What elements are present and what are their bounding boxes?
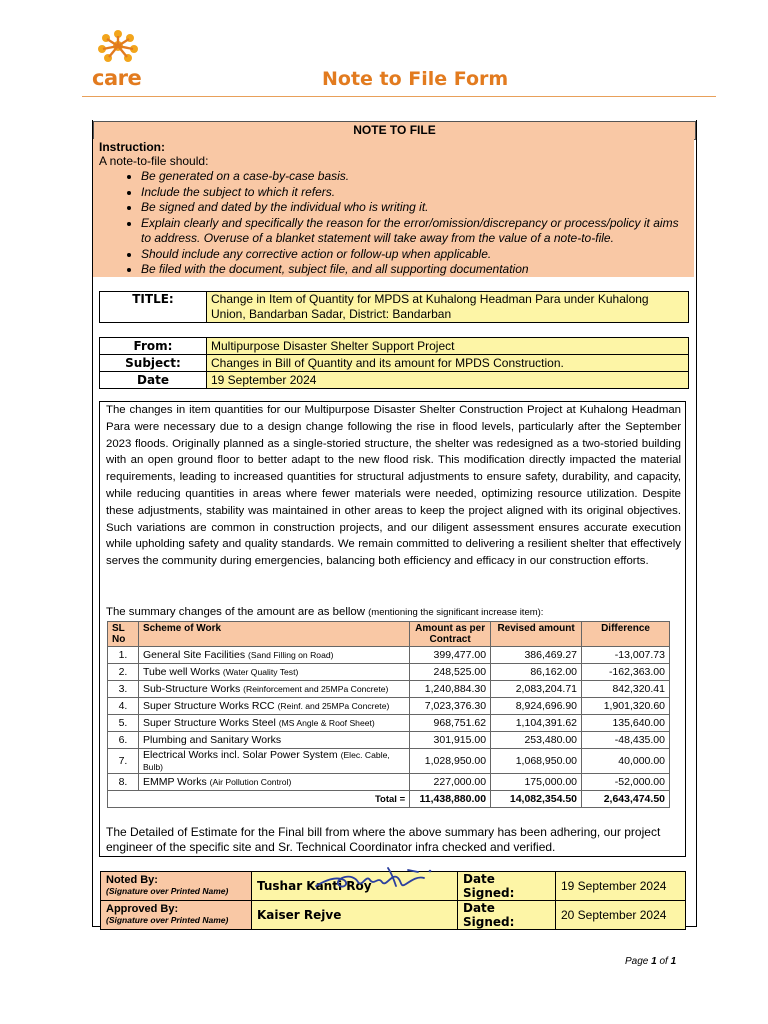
row-scheme-note: (Reinf. and 25MPa Concrete) (277, 701, 390, 711)
approved-by-sublabel: (Signature over Printed Name) (106, 915, 229, 925)
row-scheme-note: (Elec. Cable, Bulb) (142, 750, 390, 772)
table-row (108, 715, 670, 732)
row-scheme-note: (Water Quality Test) (222, 667, 299, 677)
row-difference: 40,000.00 (582, 749, 670, 774)
title-value: Change in Item of Quantity for MPDS at Kuhalong Headman Para under Kuhalong Union, Bandarban Sadar, District: Bandarban (207, 292, 689, 323)
row-scheme-name: Sub-Structure Works (142, 683, 241, 695)
meta-table (99, 337, 689, 389)
approved-by-label: Approved By: (106, 903, 179, 915)
row-revised: 1,068,950.00 (491, 749, 582, 774)
row-scheme-name: Electrical Works incl. Solar Power System (142, 749, 338, 761)
title-table (99, 291, 689, 323)
table-row (108, 698, 670, 715)
row-scheme-note: (Air Pollution Control) (209, 777, 292, 787)
handwritten-signature-icon (308, 862, 438, 896)
instruction-bullet: • Include the subject to which it refers. (141, 185, 688, 201)
from-label: From: (100, 338, 207, 355)
row-scheme (138, 732, 409, 749)
row-scheme-note: (Reinforcement and 25MPa Concrete) (243, 684, 389, 694)
row-sl: 6. (108, 732, 139, 749)
page-total: 1 (670, 956, 677, 967)
instruction-bullet: • Be signed and dated by the individual who is writing it. (141, 200, 688, 216)
date-value: 19 September 2024 (207, 372, 689, 389)
page-of: of (659, 956, 668, 967)
row-scheme (138, 749, 409, 774)
instruction-title: Instruction: (99, 140, 165, 154)
row-contract: 248,525.00 (410, 664, 491, 681)
row-revised: 175,000.00 (491, 774, 582, 791)
col-revised-amount: Revised amount (491, 622, 582, 647)
row-contract: 1,028,950.00 (410, 749, 491, 774)
amount-table-header (108, 622, 670, 647)
noted-by-sublabel: (Signature over Printed Name) (106, 886, 229, 896)
row-revised: 1,104,391.62 (491, 715, 582, 732)
instruction-bullet: • Should include any corrective action or follow-up when applicable. (141, 247, 688, 263)
care-logo-text: care (92, 66, 142, 90)
noted-date-label: Date Signed: (458, 872, 556, 901)
approved-by-name: Kaiser Rejve (252, 901, 458, 930)
row-difference: -52,000.00 (582, 774, 670, 791)
row-scheme (138, 774, 409, 791)
row-scheme (138, 698, 409, 715)
row-scheme-name: Super Structure Works RCC (142, 700, 275, 712)
row-scheme-note: (Sand Filling on Road) (248, 650, 334, 660)
instruction-list (99, 169, 688, 278)
subject-value: Changes in Bill of Quantity and its amount for MPDS Construction. (207, 355, 689, 372)
title-label: TITLE: (100, 292, 207, 323)
row-contract: 227,000.00 (410, 774, 491, 791)
approved-by-cell (101, 901, 252, 930)
row-difference: -48,435.00 (582, 732, 670, 749)
row-scheme (138, 681, 409, 698)
form-title: Note to File Form (322, 68, 509, 90)
summary-intro (106, 606, 543, 618)
instruction-bullet: • Be generated on a case-by-case basis. (141, 169, 688, 185)
instruction-block (93, 139, 694, 277)
table-row (108, 681, 670, 698)
header-divider (82, 96, 716, 97)
row-revised: 386,469.27 (491, 647, 582, 664)
total-label: Total = (108, 791, 410, 808)
from-value: Multipurpose Disaster Shelter Support Project (207, 338, 689, 355)
row-sl: 3. (108, 681, 139, 698)
row-sl: 1. (108, 647, 139, 664)
table-row (108, 732, 670, 749)
total-contract: 11,438,880.00 (410, 791, 491, 808)
amount-table-body (108, 647, 670, 791)
row-sl: 7. (108, 749, 139, 774)
row-scheme-name: Super Structure Works Steel (142, 717, 276, 729)
row-scheme (138, 664, 409, 681)
row-contract: 1,240,884.30 (410, 681, 491, 698)
row-contract: 968,751.62 (410, 715, 491, 732)
amount-table (107, 621, 670, 808)
closing-statement: The Detailed of Estimate for the Final bill from where the above summary has been adhering, our project engineer of the specific site and Sr. Technical Coordinator infra checked and verified. (106, 825, 661, 854)
row-scheme (138, 715, 409, 732)
total-revised: 14,082,354.50 (491, 791, 582, 808)
row-scheme-name: Plumbing and Sanitary Works (142, 734, 282, 746)
summary-intro-note: (mentioning the significant increase item): (368, 607, 544, 618)
total-difference: 2,643,474.50 (582, 791, 670, 808)
noted-date-value: 19 September 2024 (556, 872, 686, 901)
col-scheme-of-work: Scheme of Work (138, 622, 409, 647)
noted-by-cell (101, 872, 252, 901)
note-to-file-heading: NOTE TO FILE (93, 121, 696, 140)
date-label: Date (100, 372, 207, 389)
row-revised: 86,162.00 (491, 664, 582, 681)
table-row (108, 647, 670, 664)
table-row (108, 664, 670, 681)
page-prefix: Page (625, 956, 649, 967)
row-scheme-name: EMMP Works (142, 776, 207, 788)
col-difference: Difference (582, 622, 670, 647)
row-difference: -13,007.73 (582, 647, 670, 664)
table-row (108, 749, 670, 774)
row-revised: 8,924,696.90 (491, 698, 582, 715)
row-revised: 2,083,204.71 (491, 681, 582, 698)
row-scheme-name: Tube well Works (142, 666, 220, 678)
approved-date-label: Date Signed: (458, 901, 556, 930)
row-sl: 4. (108, 698, 139, 715)
instruction-bullet: • Be filed with the document, subject file, and all supporting documentation (141, 262, 688, 278)
row-difference: 842,320.41 (582, 681, 670, 698)
col-sl-no: SL No (108, 622, 139, 647)
instruction-bullet: • Explain clearly and specifically the reason for the error/omission/discrepancy or process/policy it aims to address. Overuse of a blanket statement will take away from the value of a note-to-file. (141, 216, 688, 247)
row-contract: 301,915.00 (410, 732, 491, 749)
row-difference: -162,363.00 (582, 664, 670, 681)
row-scheme-name: General Site Facilities (142, 649, 246, 661)
table-row (108, 774, 670, 791)
summary-intro-text: The summary changes of the amount are as bellow (106, 606, 365, 618)
instruction-lead: A note-to-file should: (99, 154, 209, 168)
row-contract: 399,477.00 (410, 647, 491, 664)
row-difference: 1,901,320.60 (582, 698, 670, 715)
total-row (108, 791, 670, 808)
col-amount-contract: Amount as per Contract (410, 622, 491, 647)
body-paragraph: The changes in item quantities for our Multipurpose Disaster Shelter Construction Project at Kuhalong Headman Para were necessary due to a design change following the rise in flood levels, particularly after the September 2023 floods. Originally planned as a single-storied structure, the shelter was redesigned as a two-storied building with an open ground floor to better adapt to the new flood risk. This modification directly impacted the material requirements, leading to increased quantities for structural adjustments to ensure safety, durability, and capacity, while reducing quantities in areas where fewer materials were needed, optimizing resource utilization. Despite these adjustments, stability was maintained in other areas to keep the project aligned with its original objectives. Such variations are common in construction projects, and our diligent assessment ensures accurate execution while upholding safety and quality standards. We remain committed to delivering a resilient shelter that effectively serves the community during emergencies, balancing both efficiency and efficacy in our construction efforts. (106, 404, 681, 568)
row-scheme-note: (MS Angle & Roof Sheet) (278, 718, 375, 728)
row-revised: 253,480.00 (491, 732, 582, 749)
noted-by-label: Noted By: (106, 874, 158, 886)
noted-by-name: Tushar Kanti Roy (252, 872, 458, 901)
row-contract: 7,023,376.30 (410, 698, 491, 715)
row-scheme (138, 647, 409, 664)
page-number (625, 956, 676, 967)
page-current: 1 (651, 956, 657, 967)
row-sl: 5. (108, 715, 139, 732)
approved-date-value: 20 September 2024 (556, 901, 686, 930)
row-difference: 135,640.00 (582, 715, 670, 732)
row-sl: 8. (108, 774, 139, 791)
row-sl: 2. (108, 664, 139, 681)
subject-label: Subject: (100, 355, 207, 372)
